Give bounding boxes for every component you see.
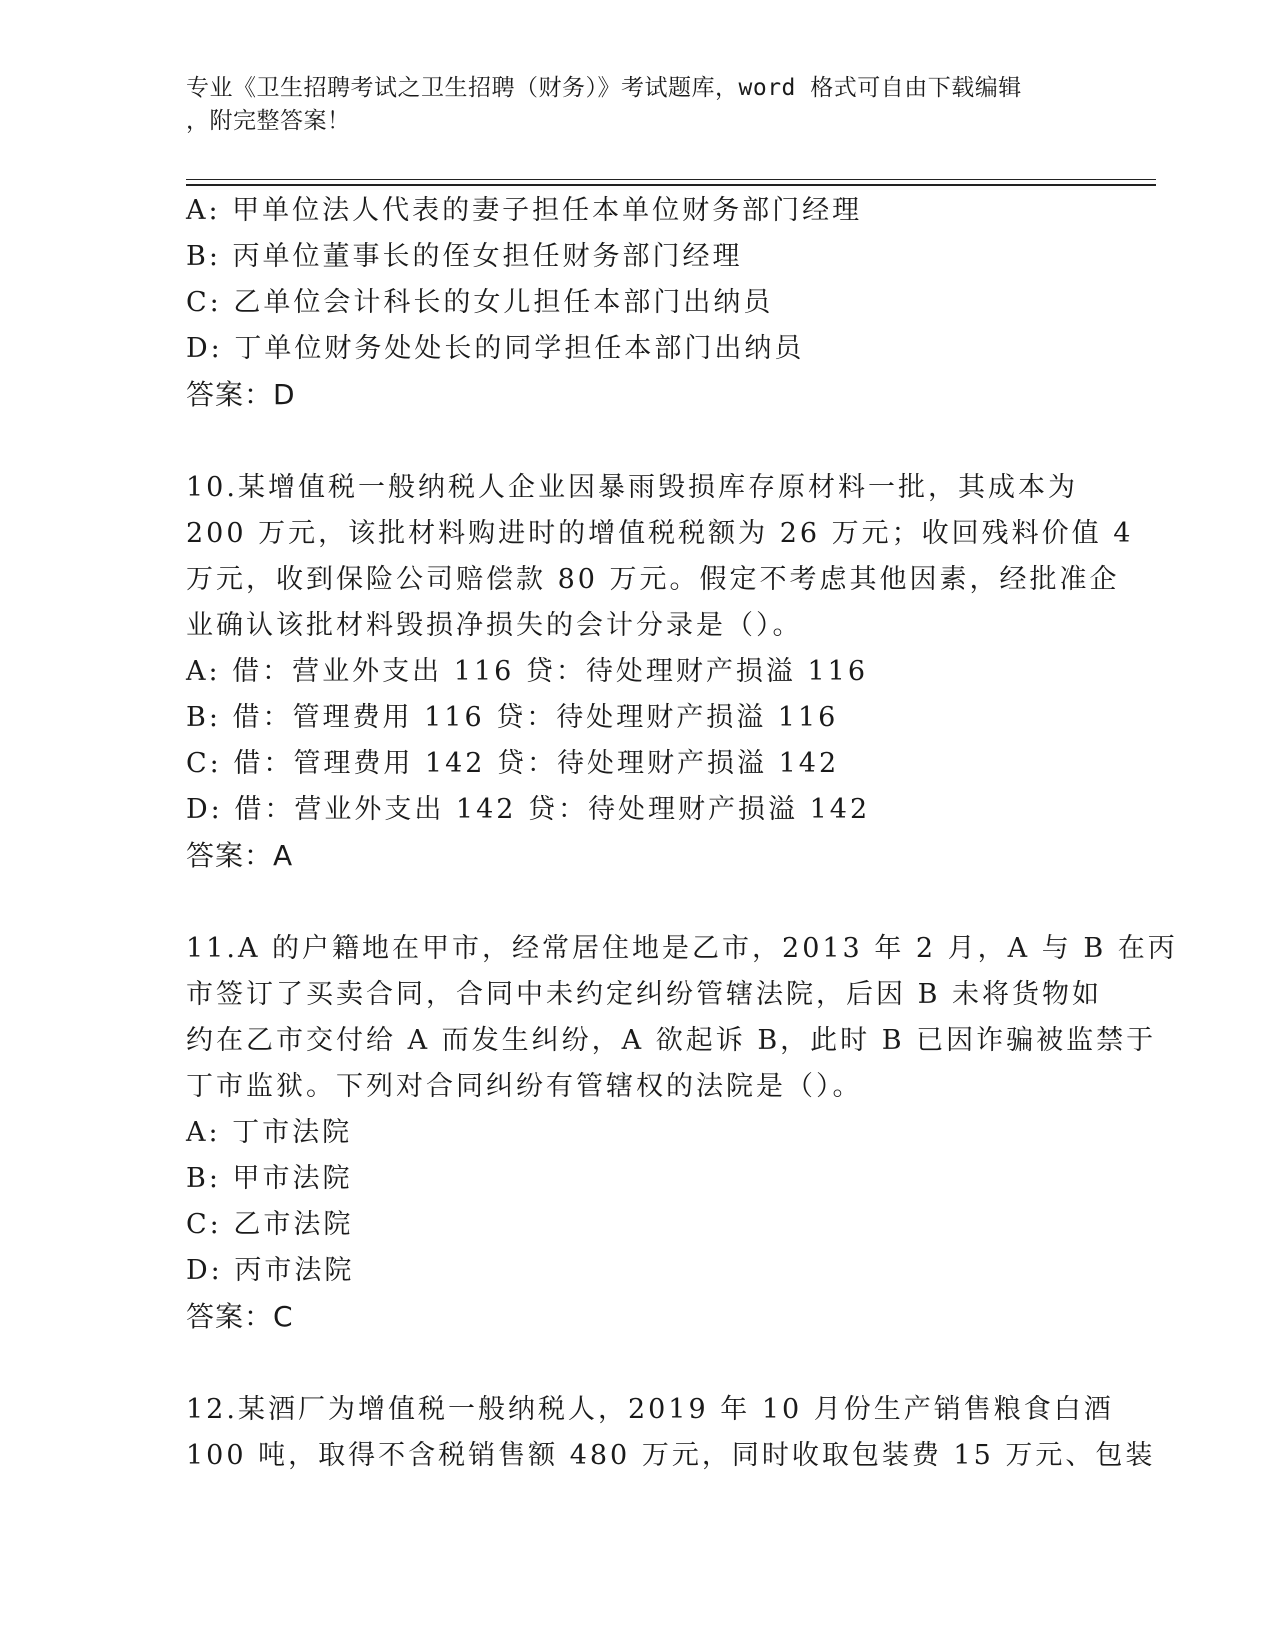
document-header <box>186 72 1066 138</box>
question-text-line: 12.某酒厂为增值税一般纳税人，2019 年 10 月份生产销售粮食白酒 <box>186 1394 1114 1425</box>
question-text-line: 11.A 的户籍地在甲市，经常居住地是乙市，2013 年 2 月，A 与 B 在丙 <box>186 933 1178 964</box>
option-a: A: 借：营业外支出 116 贷：待处理财产损溢 116 <box>186 656 868 687</box>
question-text-line: 万元，收到保险公司赔偿款 80 万元。假定不考虑其他因素，经批准企 <box>186 564 1120 595</box>
question-12 <box>186 1387 1156 1479</box>
question-11 <box>186 926 1178 1340</box>
answer: 答案：D <box>186 378 296 411</box>
option-d: D: 借：营业外支出 142 贷：待处理财产损溢 142 <box>186 794 871 825</box>
option-d: D: 丁单位财务处处长的同学担任本部门出纳员 <box>186 333 805 364</box>
question-text-line: 100 吨，取得不含税销售额 480 万元，同时收取包装费 15 万元、包装 <box>186 1440 1156 1471</box>
option-c: C: 乙市法院 <box>186 1209 354 1240</box>
answer: 答案：A <box>186 839 294 872</box>
option-b: B: 借：管理费用 116 贷：待处理财产损溢 116 <box>186 702 839 733</box>
question-text-line: 业确认该批材料毁损净损失的会计分录是（）。 <box>186 610 803 641</box>
spacer <box>186 1340 1086 1387</box>
question-text-line: 丁市监狱。下列对合同纠纷有管辖权的法院是（）。 <box>186 1071 863 1102</box>
question-list <box>186 188 1178 1479</box>
option-d: D: 丙市法院 <box>186 1255 355 1286</box>
spacer <box>186 418 1086 465</box>
header-line-2: ，附完整答案！ <box>186 108 351 134</box>
question-9 <box>186 188 1086 418</box>
question-text-line: 约在乙市交付给 A 而发生纠纷，A 欲起诉 B，此时 B 已因诈骗被监禁于 <box>186 1025 1157 1056</box>
option-a: A: 丁市法院 <box>186 1117 353 1148</box>
question-text-line: 10.某增值税一般纳税人企业因暴雨毁损库存原材料一批，其成本为 <box>186 472 1078 503</box>
option-c: C: 乙单位会计科长的女儿担任本部门出纳员 <box>186 287 774 318</box>
question-text-line: 200 万元，该批材料购进时的增值税税额为 26 万元；收回残料价值 4 <box>186 518 1134 549</box>
answer: 答案：C <box>186 1300 294 1333</box>
option-a: A: 甲单位法人代表的妻子担任本单位财务部门经理 <box>186 195 863 226</box>
spacer <box>186 879 1086 926</box>
header-divider-thin <box>186 179 1156 180</box>
option-b: B: 丙单位董事长的侄女担任财务部门经理 <box>186 241 743 272</box>
header-divider-thick <box>186 184 1156 186</box>
header-line-1: 专业《卫生招聘考试之卫生招聘（财务）》考试题库，word 格式可自由下载编辑 <box>186 75 1022 101</box>
question-text-line: 市签订了买卖合同，合同中未约定纠纷管辖法院，后因 B 未将货物如 <box>186 979 1103 1010</box>
option-b: B: 甲市法院 <box>186 1163 353 1194</box>
option-c: C: 借：管理费用 142 贷：待处理财产损溢 142 <box>186 748 840 779</box>
question-10 <box>186 465 1134 879</box>
